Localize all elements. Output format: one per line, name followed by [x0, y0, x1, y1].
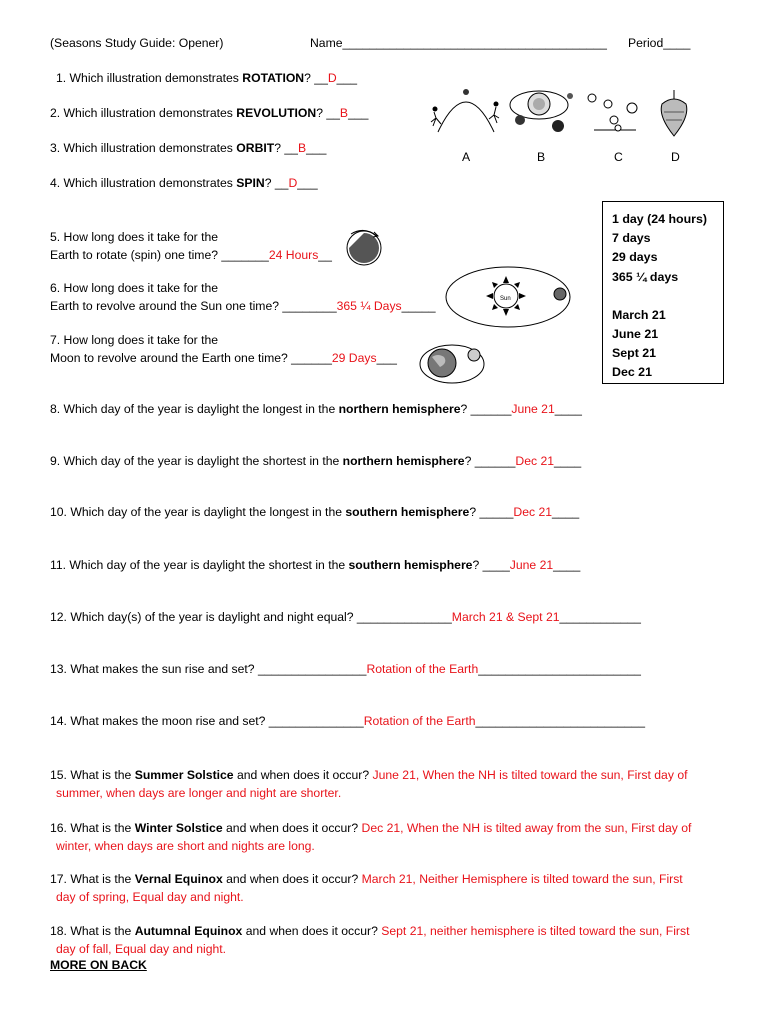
- key-item: 1 day (24 hours): [612, 212, 708, 226]
- key-item: 7 days: [612, 231, 651, 246]
- illustration-d: [661, 90, 687, 136]
- keyword: ROTATION: [242, 71, 305, 85]
- illustration-c: [588, 94, 637, 131]
- key-spacer: [612, 287, 723, 306]
- moon-revolution-icon: [418, 341, 490, 387]
- answer: 365 ¼ Days: [336, 299, 402, 313]
- key-item: 29 days: [612, 250, 658, 265]
- answer: 29 Days: [331, 351, 377, 365]
- key-item: Dec 21: [612, 365, 652, 380]
- question-3: 3. Which illustration demonstrates ORBIT? __B___: [50, 141, 327, 155]
- illustration-label-a: A: [462, 150, 471, 164]
- answer: B: [297, 141, 307, 155]
- answer: Rotation of the Earth: [363, 714, 476, 728]
- answer-continued: day of fall, Equal day and night.: [56, 942, 227, 956]
- question-14: 14. What makes the moon rise and set? ______________Rotation of the Earth_________________________: [50, 714, 645, 728]
- question-9: 9. Which day of the year is daylight the shortest in the northern hemisphere? ______Dec 21____: [50, 454, 582, 468]
- illustration-label-b: B: [537, 150, 546, 164]
- answer: March 21, Neither Hemisphere is tilted toward the sun, First: [361, 872, 683, 886]
- motion-illustrations: [418, 82, 703, 167]
- key-item: June 21: [612, 327, 659, 342]
- answer: Rotation of the Earth: [366, 662, 479, 676]
- question-8: 8. Which day of the year is daylight the longest in the northern hemisphere? ______June 21____: [50, 402, 582, 416]
- answer: June 21: [511, 402, 555, 416]
- answer: Dec 21, When the NH is tilted away from the sun, First day of: [361, 821, 692, 835]
- question-7: 7. How long does it take for the Moon to revolve around the Earth one time? ______29 Days___: [50, 333, 397, 365]
- answer: D: [327, 71, 337, 85]
- answer: 24 Hours: [268, 248, 319, 262]
- answer-key-box: [602, 201, 724, 384]
- question-text: 1. Which illustration demonstrates: [56, 71, 243, 85]
- answer: June 21: [509, 558, 554, 572]
- illustration-b: [510, 91, 573, 132]
- question-12: 12. Which day(s) of the year is daylight and night equal? ______________March 21 & Sept 21____________: [50, 610, 641, 624]
- answer: Dec 21: [515, 454, 555, 468]
- question-2: 2. Which illustration demonstrates REVOLUTION? __B___: [50, 106, 369, 120]
- worksheet-title: (Seasons Study Guide: Opener): [50, 36, 224, 50]
- keyword: REVOLUTION: [236, 106, 317, 120]
- answer: June 21, When the NH is tilted toward the sun, First day of: [372, 768, 688, 782]
- more-on-back-note: MORE ON BACK: [50, 958, 147, 972]
- keyword: ORBIT: [236, 141, 275, 155]
- question-text: 3. Which illustration demonstrates: [50, 141, 237, 155]
- period-field[interactable]: Period____: [628, 36, 691, 50]
- sun-label: Sun: [500, 296, 511, 302]
- answer-continued: day of spring, Equal day and night.: [56, 890, 244, 904]
- keyword: SPIN: [236, 176, 265, 190]
- question-18: 18. What is the Autumnal Equinox and when does it occur? Sept 21, neither hemisphere is tilted toward the sun, First day of fall, Equal day and night.: [50, 924, 690, 956]
- answer: March 21 & Sept 21: [451, 610, 560, 624]
- question-15: 15. What is the Summer Solstice and when does it occur? June 21, When the NH is tilted toward the sun, First day of summer, when days are longer and night are shorter.: [50, 768, 688, 800]
- answer: B: [339, 106, 349, 120]
- name-field[interactable]: Name_______________________________________: [310, 36, 607, 50]
- question-10: 10. Which day of the year is daylight the longest in the southern hemisphere? _____Dec 21____: [50, 505, 580, 519]
- key-item: 365 ¼ days: [612, 269, 679, 284]
- key-item: March 21: [612, 307, 666, 322]
- question-text: 4. Which illustration demonstrates: [50, 176, 237, 190]
- illustration-label-c: C: [614, 150, 623, 164]
- earth-rotation-icon: [343, 224, 385, 268]
- question-4: 4. Which illustration demonstrates SPIN? __D___: [50, 176, 318, 190]
- key-item: Sept 21: [612, 346, 657, 361]
- answer: Sept 21, neither hemisphere is tilted toward the sun, First: [381, 924, 690, 938]
- question-13: 13. What makes the sun rise and set? ________________Rotation of the Earth________________________: [50, 662, 641, 676]
- question-16: 16. What is the Winter Solstice and when does it occur? Dec 21, When the NH is tilted away from the sun, First day of winter, when days are short and nights are long.: [50, 821, 692, 853]
- question-1: 1. Which illustration demonstrates ROTATION? __D___: [56, 71, 358, 85]
- illustration-label-d: D: [671, 150, 680, 164]
- answer: Dec 21: [513, 505, 553, 519]
- answer: D: [288, 176, 298, 190]
- question-5: 5. How long does it take for the Earth to rotate (spin) one time? _______24 Hours__: [50, 230, 332, 262]
- answer-continued: summer, when days are longer and night are shorter.: [56, 786, 342, 800]
- question-11: 11. Which day of the year is daylight the shortest in the southern hemisphere? ____June 21____: [50, 558, 581, 572]
- answer-continued: winter, when days are short and nights are long.: [56, 839, 315, 853]
- earth-revolution-icon: [444, 264, 576, 330]
- illustration-a: [431, 89, 499, 132]
- question-text: 2. Which illustration demonstrates: [50, 106, 237, 120]
- question-6: 6. How long does it take for the Earth to revolve around the Sun one time? ________365 ¼ Days_____: [50, 281, 436, 313]
- question-17: 17. What is the Vernal Equinox and when does it occur? March 21, Neither Hemisphere is tilted toward the sun, First day of spring, Equal day and night.: [50, 872, 683, 904]
